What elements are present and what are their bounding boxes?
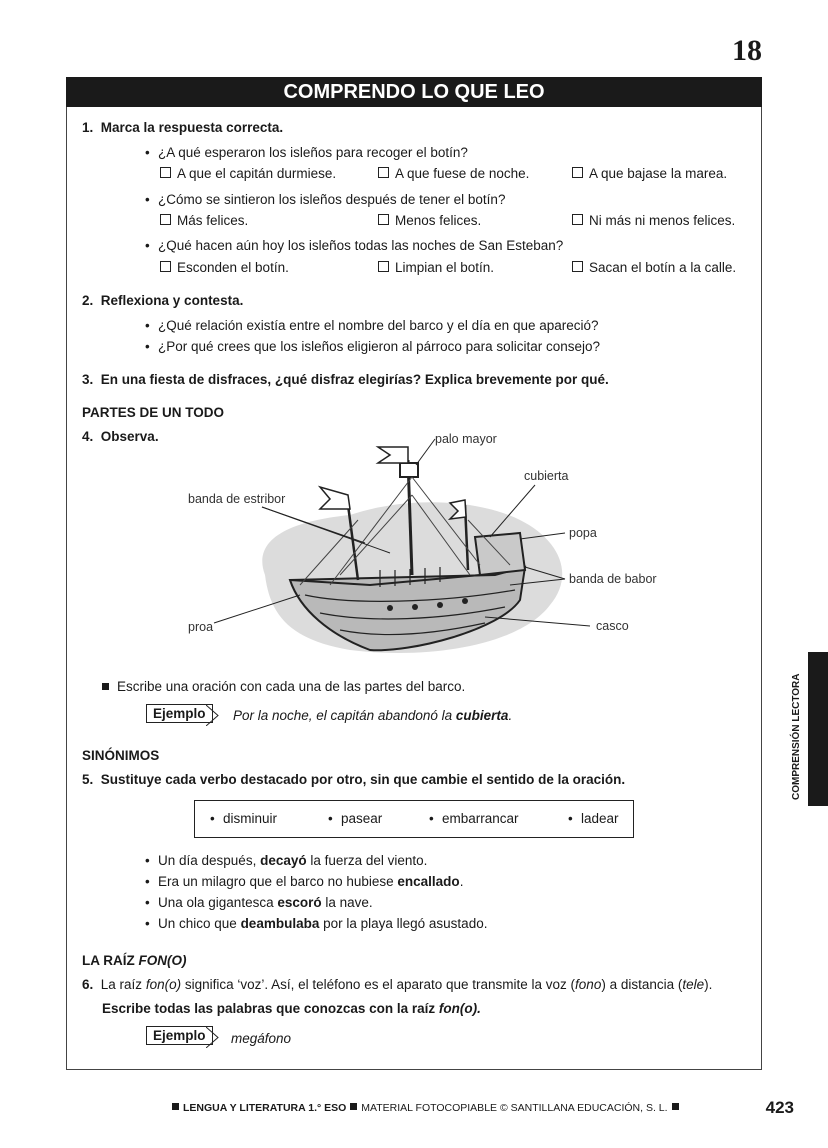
q5-sentence: • Era un milagro que el barco no hubiese encallado.	[158, 874, 463, 889]
square-bullet-icon	[672, 1103, 679, 1110]
q1-question-2: • ¿Cómo se sintieron los isleños después de tener el botín?	[158, 192, 505, 207]
folio-number: 423	[765, 1098, 794, 1117]
q3-title: 3. En una fiesta de disfraces, ¿qué disfraz elegirías? Explica brevemente por qué.	[82, 372, 609, 387]
word-bank-item: • pasear	[341, 811, 382, 826]
q1-option-2a[interactable]: Más felices.	[160, 213, 248, 228]
q4-instruction: Escribe una oración con cada una de las partes del barco.	[102, 679, 465, 694]
side-tab	[808, 652, 828, 806]
side-label: COMPRENSIÓN LECTORA	[791, 673, 802, 800]
checkbox-icon[interactable]	[572, 167, 583, 178]
q6-example-tag: Ejemplo	[146, 1027, 213, 1045]
q2-title: 2. Reflexiona y contesta.	[82, 293, 244, 308]
checkbox-icon[interactable]	[160, 167, 171, 178]
label-proa: proa	[188, 620, 214, 634]
page-number: 18	[732, 34, 762, 67]
q4-example-tag: Ejemplo	[146, 705, 213, 723]
label-popa: popa	[569, 526, 597, 540]
q6-text: 6. La raíz fon(o) significa ‘voz’. Así, el teléfono es el aparato que transmite la voz (fono) a distancia (tele).	[82, 977, 713, 992]
checkbox-icon[interactable]	[378, 261, 389, 272]
checkbox-icon[interactable]	[378, 167, 389, 178]
tag-arrow-icon	[206, 705, 220, 726]
word-bank-item: • disminuir	[223, 811, 277, 826]
footer: LENGUA Y LITERATURA 1.° ESO MATERIAL FOTOCOPIABLE © SANTILLANA EDUCACIÓN, S. L.	[172, 1102, 683, 1114]
q1-title: 1. Marca la respuesta correcta.	[82, 120, 284, 135]
q6-instruction: Escribe todas las palabras que conozcas con la raíz fon(o).	[102, 1001, 481, 1016]
label-banda-babor: banda de babor	[569, 572, 657, 586]
label-casco: casco	[596, 619, 629, 633]
q2-item-2: • ¿Por qué crees que los isleños eligieron al párroco para solicitar consejo?	[158, 339, 600, 354]
q5-title: 5. Sustituye cada verbo destacado por otro, sin que cambie el sentido de la oración.	[82, 772, 626, 787]
q6-example-text: megáfono	[231, 1031, 292, 1046]
word-bank-item: • ladear	[581, 811, 619, 826]
q5-sentence: • Una ola gigantesca escoró la nave.	[158, 895, 373, 910]
label-cubierta: cubierta	[524, 469, 569, 483]
q1-option-2b[interactable]: Menos felices.	[378, 213, 481, 228]
q1-option-3a[interactable]: Esconden el botín.	[160, 260, 289, 275]
checkbox-icon[interactable]	[160, 261, 171, 272]
square-bullet-icon	[172, 1103, 179, 1110]
section-sinonimos-heading: SINÓNIMOS	[82, 748, 160, 763]
checkbox-icon[interactable]	[378, 214, 389, 225]
checkbox-icon[interactable]	[572, 214, 583, 225]
square-bullet-icon	[102, 683, 109, 690]
q5-sentence: • Un chico que deambulaba por la playa llegó asustado.	[158, 916, 487, 931]
square-bullet-icon	[350, 1103, 357, 1110]
q1-option-2c[interactable]: Ni más ni menos felices.	[572, 213, 735, 228]
q1-option-3c[interactable]: Sacan el botín a la calle.	[572, 260, 736, 275]
q5-sentence: • Un día después, decayó la fuerza del viento.	[158, 853, 427, 868]
tag-arrow-icon	[206, 1027, 220, 1048]
banner-title: COMPRENDO LO QUE LEO	[66, 77, 762, 107]
checkbox-icon[interactable]	[572, 261, 583, 272]
q1-question-3: • ¿Qué hacen aún hoy los isleños todas las noches de San Esteban?	[158, 238, 563, 253]
word-bank-item: • embarrancar	[442, 811, 519, 826]
section-partes-heading: PARTES DE UN TODO	[82, 405, 225, 420]
q1-question-1: • ¿A qué esperaron los isleños para recoger el botín?	[158, 145, 468, 160]
q1-option-1b[interactable]: A que fuese de noche.	[378, 166, 529, 181]
label-banda-estribor: banda de estribor	[188, 492, 286, 506]
q1-option-1c[interactable]: A que bajase la marea.	[572, 166, 727, 181]
section-raiz-heading: LA RAÍZ FON(O)	[82, 953, 187, 968]
q1-option-3b[interactable]: Limpian el botín.	[378, 260, 494, 275]
checkbox-icon[interactable]	[160, 214, 171, 225]
q1-option-1a[interactable]: A que el capitán durmiese.	[160, 166, 336, 181]
q2-item-1: • ¿Qué relación existía entre el nombre del barco y el día en que apareció?	[158, 318, 599, 333]
q4-example-text: Por la noche, el capitán abandonó la cubierta.	[233, 708, 513, 723]
q4-title: 4. Observa.	[82, 429, 159, 444]
label-palo-mayor: palo mayor	[435, 432, 497, 446]
